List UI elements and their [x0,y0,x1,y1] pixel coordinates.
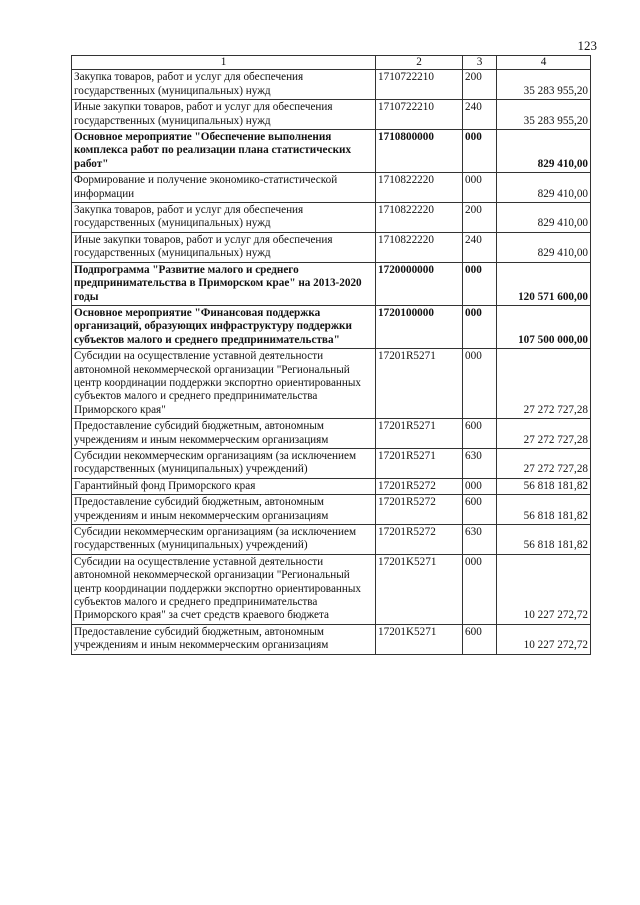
header-col-4: 4 [497,56,591,70]
row-name-cell: Основное мероприятие "Обеспечение выполнения комплекса работ по реализации плана статистических работ" [72,130,376,173]
row-name-cell: Субсидии некоммерческим организациям (за исключением государственных (муниципальных) учреждений) [72,448,376,478]
row-type-cell: 600 [463,419,497,449]
table-row [72,478,591,494]
row-name-cell: Предоставление субсидий бюджетным, автономным учреждениям и иным некоммерческим организациям [72,419,376,449]
row-type-cell: 600 [463,495,497,525]
row-amount-cell: 56 818 181,82 [497,495,591,525]
row-type-cell: 200 [463,203,497,233]
row-type-cell: 000 [463,478,497,494]
row-code-cell: 1710822220 [376,173,463,203]
row-code-cell: 17201K5271 [376,624,463,654]
row-amount-cell: 35 283 955,20 [497,100,591,130]
row-name-cell: Основное мероприятие "Финансовая поддержка организаций, образующих инфраструктуру поддержки субъектов малого и среднего предпринимательства" [72,305,376,348]
row-name-cell: Иные закупки товаров, работ и услуг для обеспечения государственных (муниципальных) нужд [72,100,376,130]
table-row [72,419,591,449]
header-col-1: 1 [72,56,376,70]
row-type-cell: 630 [463,525,497,555]
row-amount-cell: 120 571 600,00 [497,262,591,305]
header-row [72,56,591,70]
row-name-cell: Формирование и получение экономико-статистической информации [72,173,376,203]
row-type-cell: 000 [463,173,497,203]
row-code-cell: 1710722210 [376,100,463,130]
row-code-cell: 1710800000 [376,130,463,173]
table-row [72,624,591,654]
row-name-cell: Иные закупки товаров, работ и услуг для обеспечения государственных (муниципальных) нужд [72,232,376,262]
table-row [72,232,591,262]
table-row [72,173,591,203]
row-amount-cell: 56 818 181,82 [497,478,591,494]
row-type-cell: 240 [463,232,497,262]
row-code-cell: 17201R5272 [376,495,463,525]
table-row [72,100,591,130]
row-code-cell: 1710722210 [376,70,463,100]
row-amount-cell: 27 272 727,28 [497,349,591,419]
row-name-cell: Субсидии на осуществление уставной деятельности автономной некоммерческой организации "Региональный центр координации поддержки экспортно ориентированных субъектов малого и среднего предпринимательства Приморского края" за счет средств краевого бюджета [72,554,376,624]
row-amount-cell: 27 272 727,28 [497,419,591,449]
row-name-cell: Закупка товаров, работ и услуг для обеспечения государственных (муниципальных) нужд [72,70,376,100]
row-amount-cell: 829 410,00 [497,203,591,233]
row-code-cell: 17201K5271 [376,554,463,624]
row-type-cell: 200 [463,70,497,100]
row-type-cell: 000 [463,554,497,624]
page-number: 123 [577,38,597,53]
row-code-cell: 17201R5272 [376,525,463,555]
row-amount-cell: 27 272 727,28 [497,448,591,478]
row-name-cell: Гарантийный фонд Приморского края [72,478,376,494]
row-amount-cell: 107 500 000,00 [497,305,591,348]
row-amount-cell: 35 283 955,20 [497,70,591,100]
table-row [72,262,591,305]
row-code-cell: 1710822220 [376,232,463,262]
row-amount-cell: 10 227 272,72 [497,624,591,654]
row-type-cell: 000 [463,305,497,348]
row-type-cell: 240 [463,100,497,130]
table-row [72,70,591,100]
row-amount-cell: 10 227 272,72 [497,554,591,624]
row-code-cell: 1710822220 [376,203,463,233]
row-code-cell: 1720000000 [376,262,463,305]
row-type-cell: 000 [463,262,497,305]
budget-table-body [72,56,591,655]
row-name-cell: Закупка товаров, работ и услуг для обеспечения государственных (муниципальных) нужд [72,203,376,233]
row-type-cell: 000 [463,130,497,173]
row-amount-cell: 56 818 181,82 [497,525,591,555]
row-name-cell: Предоставление субсидий бюджетным, автономным учреждениям и иным некоммерческим организациям [72,495,376,525]
row-type-cell: 630 [463,448,497,478]
row-name-cell: Субсидии некоммерческим организациям (за исключением государственных (муниципальных) учреждений) [72,525,376,555]
table-row [72,495,591,525]
table-row [72,203,591,233]
row-code-cell: 17201R5271 [376,448,463,478]
table-row [72,448,591,478]
row-name-cell: Подпрограмма "Развитие малого и среднего предпринимательства в Приморском крае" на 2013-2020 годы [72,262,376,305]
table-row [72,554,591,624]
budget-table [71,55,591,655]
row-name-cell: Предоставление субсидий бюджетным, автономным учреждениям и иным некоммерческим организациям [72,624,376,654]
row-amount-cell: 829 410,00 [497,130,591,173]
table-row [72,525,591,555]
table-row [72,349,591,419]
header-col-3: 3 [463,56,497,70]
row-code-cell: 17201R5271 [376,349,463,419]
row-code-cell: 17201R5271 [376,419,463,449]
table-row [72,130,591,173]
row-code-cell: 17201R5272 [376,478,463,494]
row-name-cell: Субсидии на осуществление уставной деятельности автономной некоммерческой организации "Региональный центр координации поддержки экспортно ориентированных субъектов малого и среднего предпринимательства Приморского края" [72,349,376,419]
row-type-cell: 600 [463,624,497,654]
table-row [72,305,591,348]
row-amount-cell: 829 410,00 [497,232,591,262]
row-code-cell: 1720100000 [376,305,463,348]
row-amount-cell: 829 410,00 [497,173,591,203]
row-type-cell: 000 [463,349,497,419]
header-col-2: 2 [376,56,463,70]
